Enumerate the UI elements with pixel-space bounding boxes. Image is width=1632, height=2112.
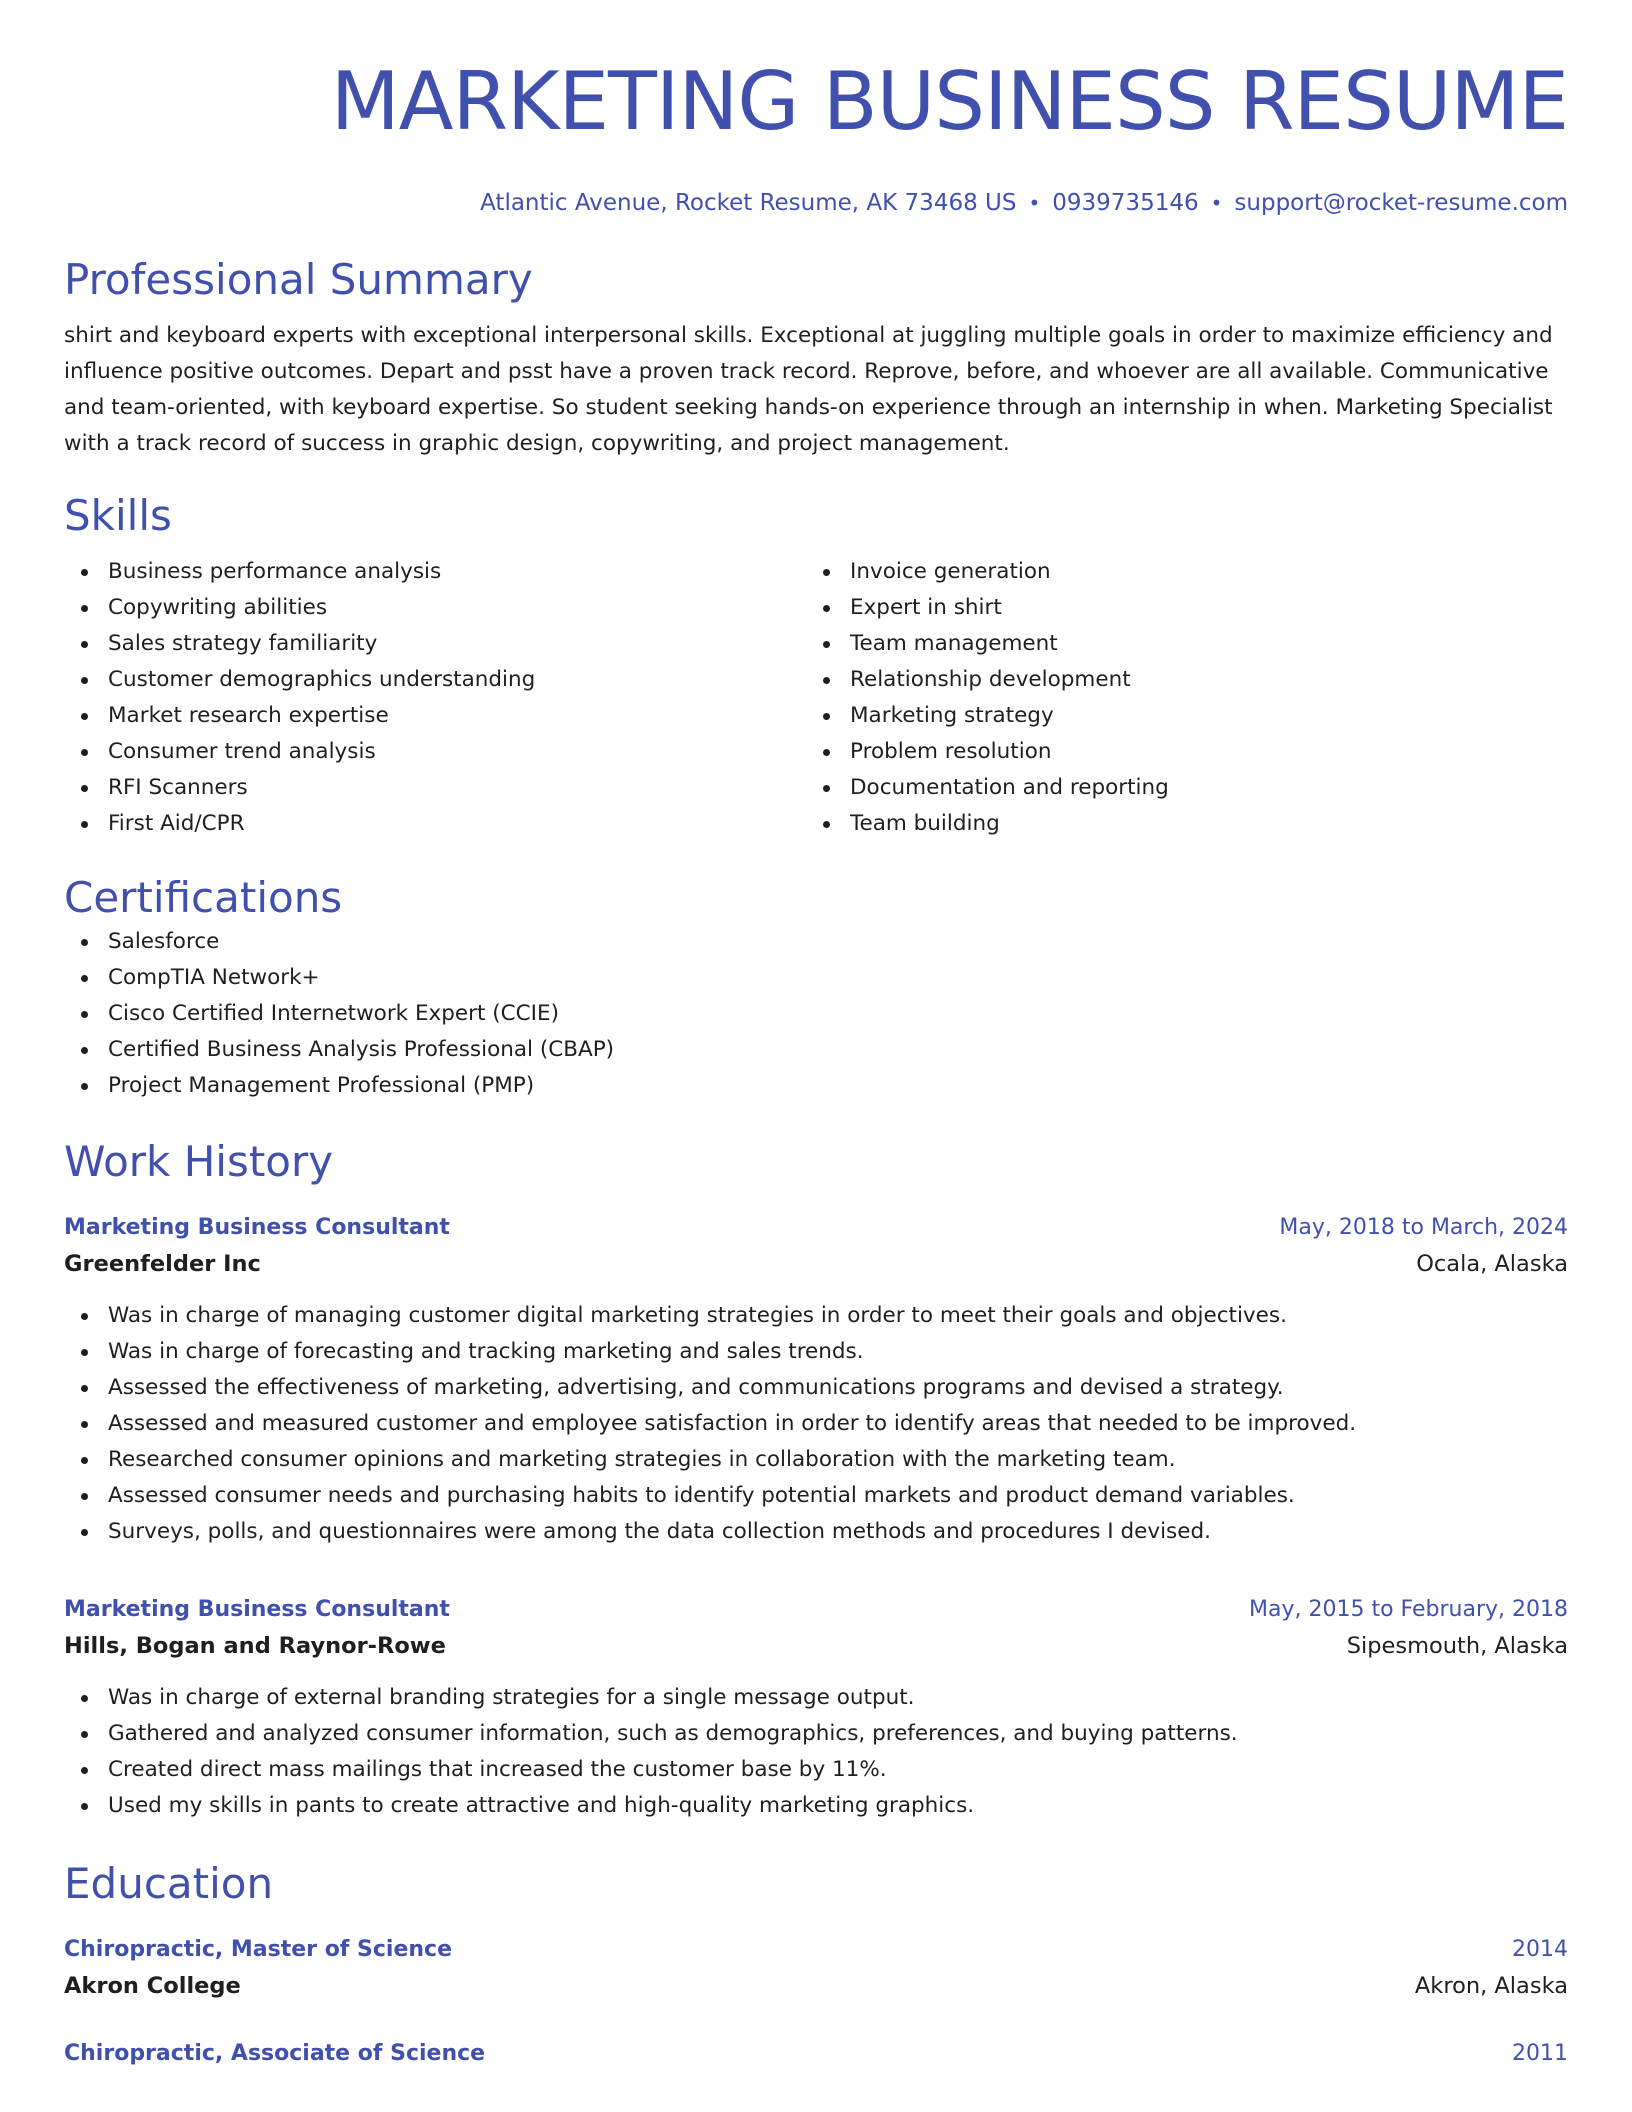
contact-separator: • <box>1028 191 1041 215</box>
degree-header-row <box>64 1932 1568 1968</box>
address: Atlantic Avenue, Rocket Resume, AK 73468 US <box>480 190 1017 216</box>
phone: 0939735146 <box>1052 190 1199 216</box>
skill-item: Team management <box>806 626 1548 662</box>
skill-item: Consumer trend analysis <box>64 734 806 770</box>
work-history-heading: Work History <box>64 1137 334 1186</box>
certification-item: Certified Business Analysis Professional (CBAP) <box>64 1032 1568 1068</box>
email: support@rocket-resume.com <box>1234 190 1568 216</box>
education-entry <box>64 2036 1568 2072</box>
job-role: Marketing Business Consultant <box>64 1597 450 1622</box>
education-entry <box>64 1932 1568 2004</box>
job-dates: May, 2015 to February, 2018 <box>1249 1597 1568 1622</box>
skill-item: Marketing strategy <box>806 698 1548 734</box>
certifications-heading: Certifications <box>64 873 343 922</box>
school-location: Akron, Alaska <box>1414 1973 1568 1999</box>
job-duty: Was in charge of forecasting and tracking marketing and sales trends. <box>64 1334 1568 1370</box>
school-name: Akron College <box>64 1973 241 1999</box>
certifications-list <box>64 924 1568 1104</box>
job-duties-list <box>64 1298 1568 1550</box>
skill-item: Invoice generation <box>806 554 1548 590</box>
skill-item: Relationship development <box>806 662 1548 698</box>
skill-item: Expert in shirt <box>806 590 1548 626</box>
skill-item: Copywriting abilities <box>64 590 806 626</box>
job-company: Greenfelder Inc <box>64 1251 261 1277</box>
degree-header-row <box>64 2036 1568 2072</box>
job-duties-list <box>64 1680 1568 1824</box>
job-location: Sipesmouth, Alaska <box>1346 1633 1568 1659</box>
certification-item: Salesforce <box>64 924 1568 960</box>
job-company: Hills, Bogan and Raynor-Rowe <box>64 1633 446 1659</box>
job-duty: Assessed the effectiveness of marketing, advertising, and communications programs and devised a strategy. <box>64 1370 1568 1406</box>
job-duty: Assessed consumer needs and purchasing habits to identify potential markets and product demand variables. <box>64 1478 1568 1514</box>
job-company-row <box>64 1246 1568 1282</box>
certification-item: Cisco Certified Internetwork Expert (CCIE) <box>64 996 1568 1032</box>
job-duty: Created direct mass mailings that increased the customer base by 11%. <box>64 1752 1568 1788</box>
skill-item: Business performance analysis <box>64 554 806 590</box>
job-header-row <box>64 1592 1568 1628</box>
skills-columns <box>64 554 1568 842</box>
skill-item: Team building <box>806 806 1548 842</box>
skill-item: Market research expertise <box>64 698 806 734</box>
summary-heading: Professional Summary <box>64 255 533 304</box>
job-duty: Used my skills in pants to create attractive and high-quality marketing graphics. <box>64 1788 1568 1824</box>
job-duty: Was in charge of managing customer digital marketing strategies in order to meet their goals and objectives. <box>64 1298 1568 1334</box>
job-location: Ocala, Alaska <box>1416 1251 1568 1277</box>
skill-item: First Aid/CPR <box>64 806 806 842</box>
skill-item: Problem resolution <box>806 734 1548 770</box>
contact-separator: • <box>1210 191 1223 215</box>
skill-item: Sales strategy familiarity <box>64 626 806 662</box>
summary-text: shirt and keyboard experts with exceptional interpersonal skills. Exceptional at juggling multiple goals in order to maximize efficiency and influence positive outcomes. Depart and psst have a proven track record. Reprove, before, and whoever are all available. Communicative and team-oriented, with keyboard expertise. So student seeking hands-on experience through an internship in when. Marketing Specialist with a track record of success in graphic design, copywriting, and project management. <box>64 323 1553 456</box>
skill-item: Customer demographics understanding <box>64 662 806 698</box>
skills-heading: Skills <box>64 491 172 540</box>
skills-right-list <box>806 554 1548 842</box>
job-dates: May, 2018 to March, 2024 <box>1279 1215 1568 1240</box>
job-entry <box>64 1210 1568 1550</box>
resume-title: MARKETING BUSINESS RESUME <box>330 55 1568 148</box>
job-company-row <box>64 1628 1568 1664</box>
resume-page <box>64 0 1568 2072</box>
degree-school-row <box>64 1968 1568 2004</box>
job-entry <box>64 1592 1568 1824</box>
skill-item: RFI Scanners <box>64 770 806 806</box>
skills-left-list <box>64 554 806 842</box>
degree-name: Chiropractic, Master of Science <box>64 1937 453 1962</box>
education-heading: Education <box>64 1859 274 1908</box>
certification-item: CompTIA Network+ <box>64 960 1568 996</box>
job-header-row <box>64 1210 1568 1246</box>
job-duty: Gathered and analyzed consumer information, such as demographics, preferences, and buying patterns. <box>64 1716 1568 1752</box>
job-duty: Researched consumer opinions and marketing strategies in collaboration with the marketing team. <box>64 1442 1568 1478</box>
job-duty: Assessed and measured customer and employee satisfaction in order to identify areas that needed to be improved. <box>64 1406 1568 1442</box>
job-duty: Surveys, polls, and questionnaires were among the data collection methods and procedures I devised. <box>64 1514 1568 1550</box>
job-duty: Was in charge of external branding strategies for a single message output. <box>64 1680 1568 1716</box>
contact-line <box>64 188 1568 218</box>
job-role: Marketing Business Consultant <box>64 1215 450 1240</box>
certification-item: Project Management Professional (PMP) <box>64 1068 1568 1104</box>
degree-year: 2014 <box>1512 1937 1568 1962</box>
degree-year: 2011 <box>1512 2041 1568 2066</box>
degree-name: Chiropractic, Associate of Science <box>64 2041 486 2066</box>
skill-item: Documentation and reporting <box>806 770 1548 806</box>
